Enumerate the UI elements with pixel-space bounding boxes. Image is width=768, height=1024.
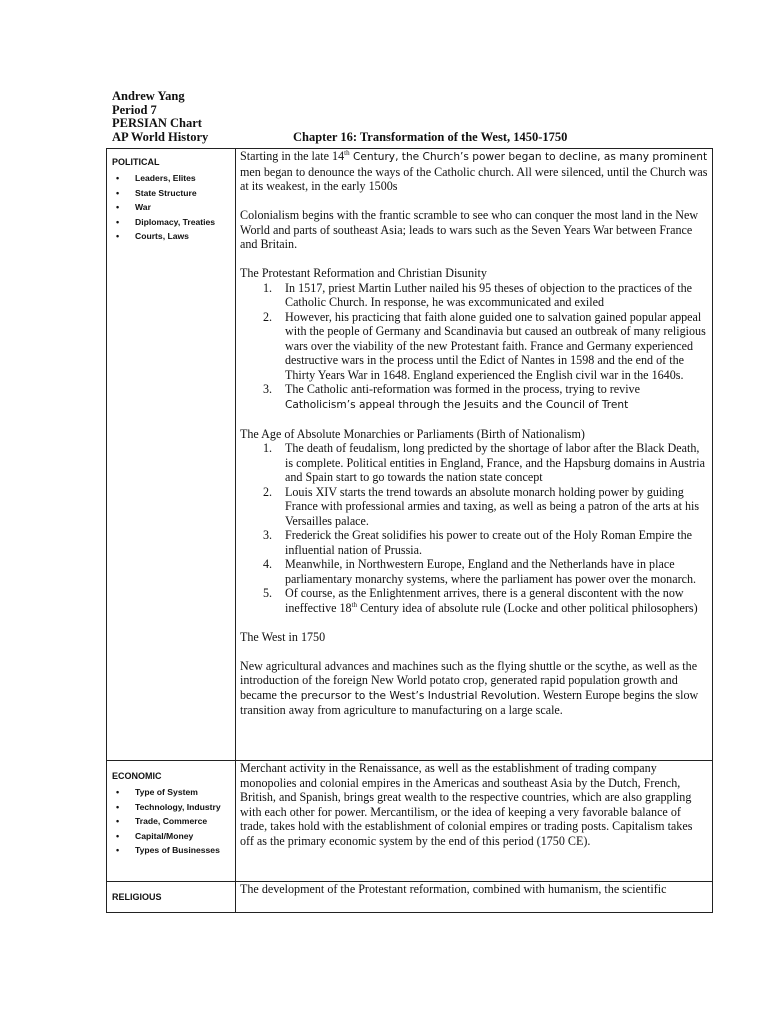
list-item: 2. Louis XIV starts the trend towards an absolute monarch holding power by guiding France with professional armies and taxing, as well as being a patron of the arts at his Versailles palace. (263, 484, 700, 528)
list-item: 4. Meanwhile, in Northwestern Europe, England and the Netherlands have in place parliamentary monarchy systems, where the parliament has power over the monarch. (263, 557, 697, 586)
religious-row (107, 882, 713, 913)
list-item: • Capital/Money (135, 831, 235, 842)
persian-chart-table (106, 148, 713, 913)
political-category-title: POLITICAL (112, 157, 160, 167)
chapter-title: Chapter 16: Transformation of the West, 1450-1750 (293, 129, 568, 144)
economic-subcategory-list (111, 787, 235, 856)
religious-category-cell (107, 882, 236, 913)
list-item: • State Structure (135, 188, 235, 199)
list-item: • Courts, Laws (135, 231, 235, 242)
document-header (112, 90, 712, 144)
list-item: • Technology, Industry (135, 802, 235, 813)
religious-content-cell (236, 882, 713, 913)
religious-category-title: RELIGIOUS (112, 892, 162, 902)
list-item: • Diplomacy, Treaties (135, 217, 235, 228)
absolute-monarchies-heading: The Age of Absolute Monarchies or Parliaments (Birth of Nationalism) (240, 426, 585, 441)
course-name: AP World History (112, 129, 209, 144)
list-item: 3. Frederick the Great solidifies his power to create out of the Holy Roman Empire the influential nation of Prussia. (263, 528, 693, 557)
list-item: • Leaders, Elites (135, 173, 235, 184)
west-1750-paragraph: New agricultural advances and machines such as the flying shuttle or the scythe, as well as the introduction of the foreign New World potato crop, generated rapid population growth and became the precursor to the West’s Industrial Revolution. Western Europe begins the slow transition away from agriculture to manufacturing on a large scale. (240, 658, 699, 717)
religious-paragraph: The development of the Protestant reformation, combined with humanism, the scientific (240, 882, 667, 896)
student-name: Andrew Yang (112, 89, 185, 103)
west-1750-heading: The West in 1750 (240, 629, 326, 644)
list-item: 2. However, his practicing that faith alone guided one to salvation gained popular appeal with the people of Germany and Scandinavia but caused an outbreak of many religious wars over the viability of the new Protestant faith. France and Germany experienced destructive wars in the process until the Edict of Nantes in 1598 and the end of the Thirty Years War in 1648. England experienced the English civil war in the 1640s. (263, 309, 706, 382)
political-content-cell (236, 149, 713, 761)
class-period: Period 7 (112, 102, 157, 117)
reformation-list (240, 281, 708, 413)
absolute-monarchies-list (240, 441, 708, 615)
economic-row (107, 761, 713, 882)
reformation-heading: The Protestant Reformation and Christian Disunity (240, 266, 487, 280)
list-item: • War (135, 202, 235, 213)
list-item: 5. Of course, as the Enlightenment arrives, there is a general discontent with the now ineffective 18th Century idea of absolute rule (Locke and other political philosophers) (263, 586, 698, 615)
chart-type: PERSIAN Chart (112, 116, 202, 130)
political-subcategory-list (111, 173, 235, 242)
economic-category-title: ECONOMIC (112, 771, 162, 781)
list-item: • Trade, Commerce (135, 816, 235, 827)
economic-paragraph: Merchant activity in the Renaissance, as well as the establishment of trading company monopolies and colonial empires in the Americas and southeast Asia by the Dutch, French, British, and Spanish, brings great wealth to the respective countries, which are also grappling with each other for power. Mercantilism, or the idea of keeping a very favorable balance of trade, takes hold with the establishment of colonial empires or trading posts. Capitalism takes off as the primary economic system by the end of this period (1750 CE). (240, 761, 693, 848)
economic-content-cell (236, 761, 713, 882)
list-item: 1. In 1517, priest Martin Luther nailed his 95 theses of objection to the practices of the Catholic Church. In response, he was excommunicated and exiled (263, 280, 693, 309)
political-row (107, 149, 713, 761)
list-item: 1. The death of feudalism, long predicted by the shortage of labor after the Black Death, is complete. Political entities in England, France, and the Hapsburg domains in Austria and Spain start to go towards the nation state concept (263, 441, 705, 484)
list-item: • Type of System (135, 787, 235, 798)
list-item: • Types of Businesses (135, 845, 235, 856)
economic-category-cell (107, 761, 236, 882)
church-decline-paragraph: Starting in the late 14th Century, the Church’s power began to decline, as many prominent men began to denounce the ways of the Catholic church. All were silenced, until the Church was at its weakest, in the early 1500s (240, 148, 708, 193)
political-category-cell (107, 149, 236, 761)
colonialism-paragraph: Colonialism begins with the frantic scramble to see who can conquer the most land in the New World and parts of southeast Asia; leads to wars such as the Seven Years War between France and Britain. (240, 208, 699, 251)
list-item: 3. The Catholic anti-reformation was formed in the process, trying to revive Catholicism’s appeal through the Jesuits and the Council of Trent (263, 382, 640, 411)
